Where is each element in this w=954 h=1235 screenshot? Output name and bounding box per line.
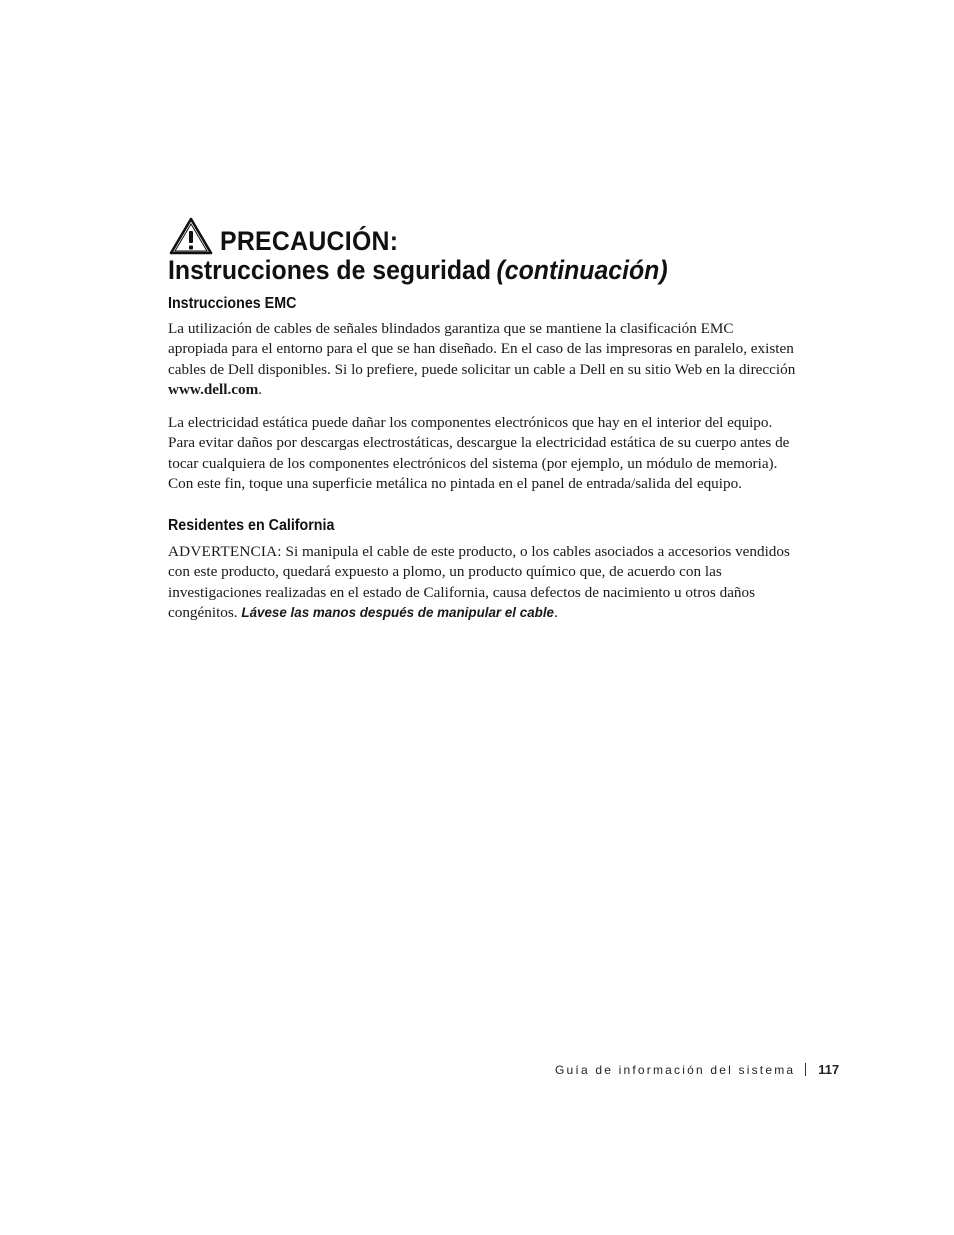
text-segment: Si manipula el cable de este producto, o los cables asociados a accesorios vendidos: [281, 543, 790, 560]
warning-triangle-icon: [168, 216, 214, 256]
text-line: [168, 603, 828, 623]
page-number: 117: [818, 1062, 840, 1077]
text-line: tocar cualquiera de los componentes electrónicos del sistema (por ejemplo, un módulo de memoria).: [168, 454, 778, 472]
text-punctuation: .: [258, 381, 263, 399]
page-title-main: Instrucciones de seguridad: [168, 255, 492, 285]
text-line: Para evitar daños por descargas electrostáticas, descargue la electricidad estática de su cuerpo antes de: [168, 434, 790, 452]
emc-paragraph-1: [168, 319, 828, 401]
text-line: con este producto, quedará expuesto a plomo, un producto químico que, de acuerdo con las: [168, 563, 722, 581]
warning-label: ADVERTENCIA:: [168, 543, 282, 560]
dell-url-link[interactable]: www.dell.com: [168, 381, 259, 399]
page-heading: [168, 212, 868, 286]
page-footer: [555, 1061, 845, 1079]
emc-section-title: Instrucciones EMC: [168, 295, 297, 312]
text-line: investigaciones realizadas en el estado de California, causa defectos de nacimiento u otros daños: [168, 583, 756, 601]
text-line: Con este fin, toque una superficie metálica no pintada en el panel de entrada/salida del equipo.: [168, 475, 742, 493]
caution-label: PRECAUCIÓN:: [220, 226, 399, 256]
text-line: [168, 542, 828, 562]
caution-heading: [168, 212, 868, 256]
page-title-continuation: (continuación): [496, 255, 668, 285]
text-line: La electricidad estática puede dañar los componentes electrónicos que hay en el interior del equipo.: [168, 414, 773, 431]
text-punctuation: .: [554, 604, 558, 622]
california-paragraph: [168, 542, 828, 624]
footer-guide-title: Guía de información del sistema: [555, 1063, 796, 1077]
california-section-title: Residentes en California: [168, 517, 335, 534]
text-line: apropiada para el entorno para el que se han diseñado. En el caso de las impresoras en paralelo, existen: [168, 340, 794, 358]
text-segment: congénitos.: [168, 604, 242, 622]
emc-paragraph-2: [168, 413, 828, 495]
text-line: [168, 380, 828, 400]
wash-hands-emphasis: Lávese las manos después de manipular el cable: [241, 605, 554, 621]
footer-separator: [805, 1063, 806, 1076]
page-title: [168, 254, 812, 286]
text-line: cables de Dell disponibles. Si lo prefiere, puede solicitar un cable a Dell en su sitio Web en la dirección: [168, 360, 796, 378]
text-line: La utilización de cables de señales blindados garantiza que se mantiene la clasificación EMC: [168, 320, 734, 337]
